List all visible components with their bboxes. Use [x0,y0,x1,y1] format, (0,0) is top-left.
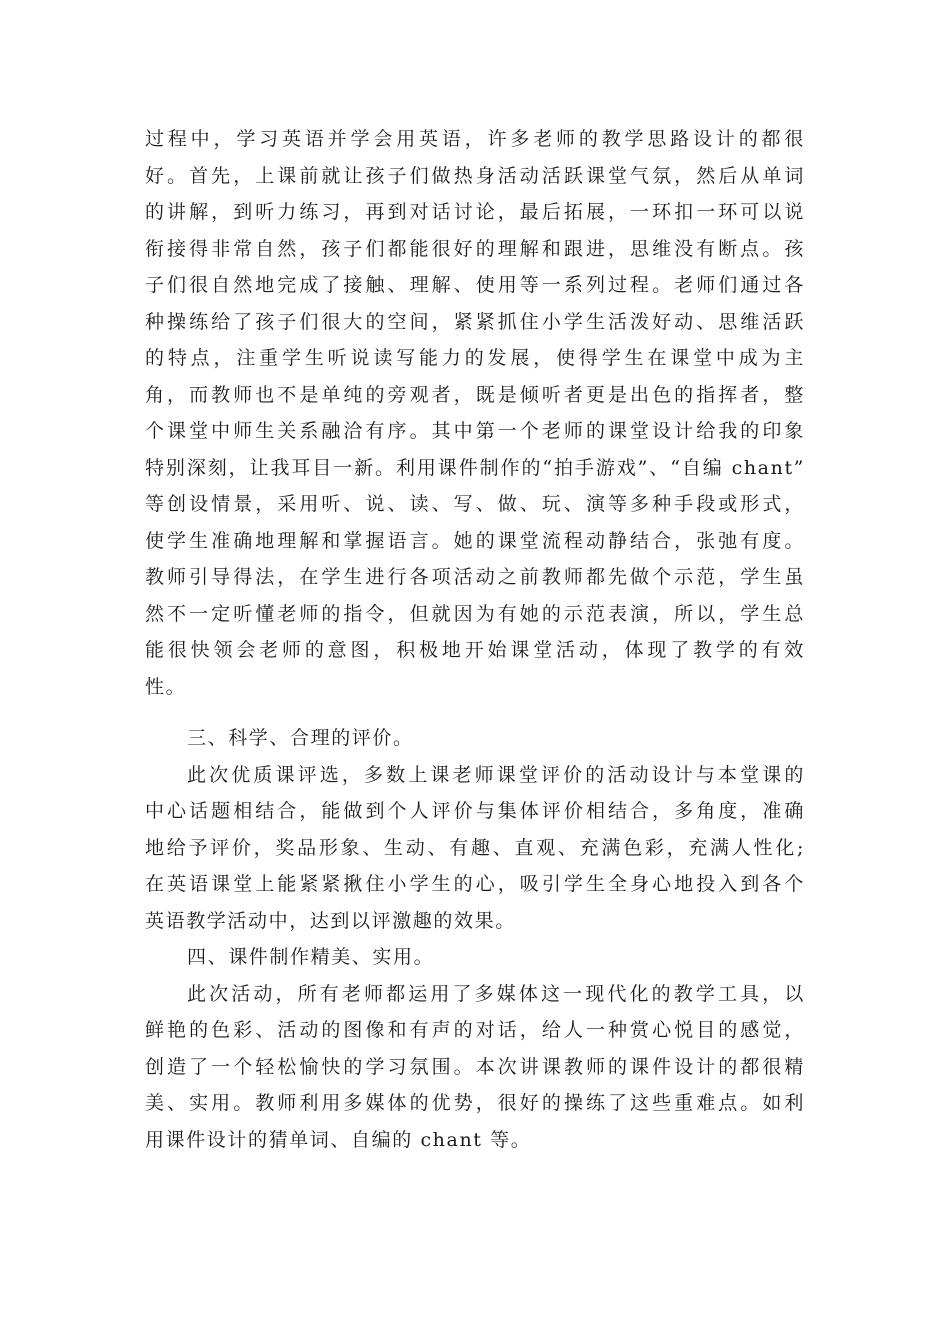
text-line: 教师引导得法，在学生进行各项活动之前教师都先做个示范，学生虽 [145,566,805,588]
text-line: 此次优质课评选，多数上课老师课堂评价的活动设计与本堂课的 [187,763,805,786]
text-line: 中心话题相结合，能做到个人评价与集体评价相结合，多角度，准确 [145,800,805,822]
text-line: 性。 [145,675,187,698]
text-line: 在英语课堂上能紧紧揪住小学生的心，吸引学生全身心地投入到各个 [145,873,805,895]
text-line: 特别深刻，让我耳目一新。利用课件制作的“拍手游戏”、“自编 chant” [145,456,805,479]
text-line: 个课堂中师生关系融洽有序。其中第一个老师的课堂设计给我的印象 [145,420,805,442]
text-line: 等创设情景，采用听、说、读、写、做、玩、演等多种手段或形式， [145,493,805,515]
text-line: 的讲解，到听力练习，再到对话讨论，最后拓展，一环扣一环可以说 [145,201,805,223]
text-line: 子们很自然地完成了接触、理解、使用等一系列过程。老师们通过各 [145,274,805,296]
text-line: 用课件设计的猜单词、自编的 chant 等。 [145,1128,532,1151]
section-heading: 四、课件制作精美、实用。 [187,946,435,968]
text-line: 此次活动，所有老师都运用了多媒体这一现代化的教学工具，以 [187,982,805,1005]
text-line: 的特点，注重学生听说读写能力的发展，使得学生在课堂中成为主 [145,347,805,369]
text-block-sections [145,720,805,1158]
text-line: 创造了一个轻松愉快的学习氛围。本次讲课教师的课件设计的都很精 [145,1055,805,1078]
text-block-evaluation-intro [145,121,805,705]
text-line: 地给予评价，奖品形象、生动、有趣、直观、充满色彩，充满人性化; [145,836,805,859]
text-line: 鲜艳的色彩、活动的图像和有声的对话，给人一种赏心悦目的感觉， [145,1019,805,1041]
text-line: 衔接得非常自然，孩子们都能很好的理解和跟进，思维没有断点。孩 [145,237,805,260]
text-line: 使学生准确地理解和掌握语言。她的课堂流程动静结合，张弛有度。 [145,529,805,552]
section-heading: 三、科学、合理的评价。 [187,727,414,749]
text-line: 然不一定听懂老师的指令，但就因为有她的示范表演，所以，学生总 [145,602,805,625]
text-line: 过程中，学习英语并学会用英语，许多老师的教学思路设计的都很 [145,128,805,150]
text-line: 种操练给了孩子们很大的空间，紧紧抓住小学生活泼好动、思维活跃 [145,310,805,333]
text-line: 好。首先，上课前就让孩子们做热身活动活跃课堂气氛，然后从单词 [145,164,805,187]
text-line: 英语教学活动中，达到以评激趣的效果。 [145,909,516,932]
text-line: 角，而教师也不是单纯的旁观者，既是倾听者更是出色的指挥者，整 [145,383,805,406]
text-line: 能很快领会老师的意图，积极地开始课堂活动，体现了教学的有效 [145,639,805,661]
text-line: 美、实用。教师利用多媒体的优势，很好的操练了这些重难点。如利 [145,1092,805,1114]
